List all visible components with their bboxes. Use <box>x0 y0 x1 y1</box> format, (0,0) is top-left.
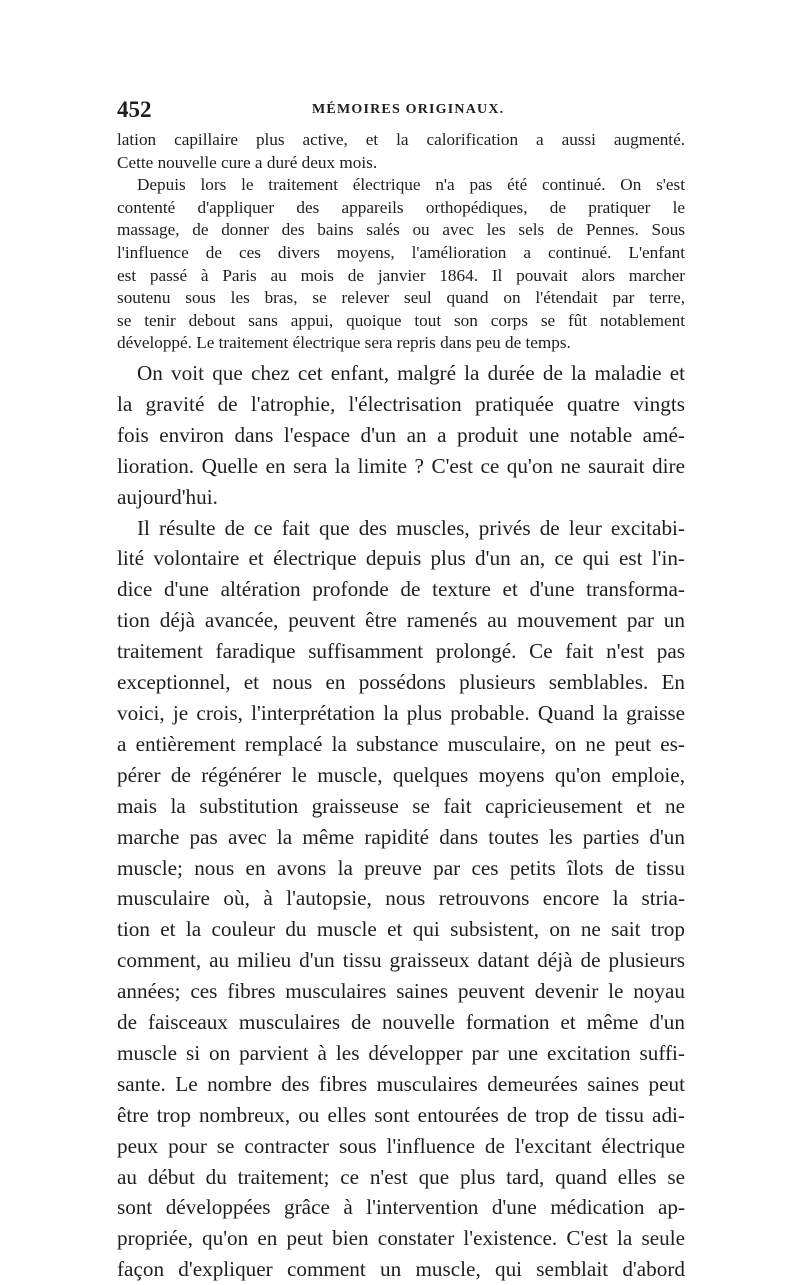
paragraph <box>117 513 685 1285</box>
text-line: comment, au milieu d'un tissu graisseux datant déjà de plusieurs <box>117 948 685 973</box>
text-line: années; ces fibres musculaires saines peuvent devenir le noyau <box>117 979 685 1004</box>
text-line: tion déjà avancée, peuvent être ramenés au mouvement par un <box>117 608 685 633</box>
commentary-text <box>117 358 685 1285</box>
text-line: sante. Le nombre des fibres musculaires demeurées saines peut <box>117 1071 685 1096</box>
text-line: aujourd'hui. <box>117 484 218 509</box>
text-line: lioration. Quelle en sera la limite ? C'est ce qu'on ne saurait dire <box>117 453 685 478</box>
text-line: a entièrement remplacé la substance musculaire, on ne peut es- <box>117 731 685 756</box>
text-line: se tenir debout sans appui, quoique tout son corps se fût notablement <box>117 310 685 330</box>
text-line: muscle; nous en avons la preuve par ces petits îlots de tissu <box>117 855 685 880</box>
text-line: Il résulte de ce fait que des muscles, privés de leur excitabi- <box>137 515 685 540</box>
page-header <box>117 97 685 123</box>
text-line: soutenu sous les bras, se relever seul quand on l'étendait par terre, <box>117 288 685 308</box>
text-line: sont développées grâce à l'intervention d'une médication ap- <box>117 1195 685 1220</box>
paragraph <box>117 129 685 174</box>
text-line: Cette nouvelle cure a duré deux mois. <box>117 152 378 172</box>
text-line: lation capillaire plus active, et la calorification a aussi augmenté. <box>117 130 685 149</box>
text-line: mais la substitution graisseuse se fait capricieusement et ne <box>117 793 685 818</box>
text-line: contenté d'appliquer des appareils orthopédiques, de pratiquer le <box>117 197 685 217</box>
text-line: marche pas avec la même rapidité dans toutes les parties d'un <box>117 824 685 849</box>
text-line: la gravité de l'atrophie, l'électrisation pratiquée quatre vingts <box>117 391 685 416</box>
text-line: de faisceaux musculaires de nouvelle formation et même d'un <box>117 1010 685 1035</box>
page-number: 452 <box>117 97 152 122</box>
text-line: propriée, qu'on en peut bien constater l'existence. C'est la seule <box>117 1226 685 1251</box>
text-line: massage, de donner des bains salés ou avec les sels de Pennes. Sous <box>117 220 685 240</box>
paragraph <box>117 358 685 513</box>
text-line: traitement faradique suffisamment prolongé. Ce fait n'est pas <box>117 639 685 664</box>
text-line: tion et la couleur du muscle et qui subsistent, on ne sait trop <box>117 917 685 942</box>
case-report-text <box>117 129 685 355</box>
text-line: muscle si on parvient à les développer par une excitation suffi- <box>117 1040 685 1065</box>
text-line: pérer de régénérer le muscle, quelques moyens qu'on emploie, <box>117 762 685 787</box>
text-line: l'influence de ces divers moyens, l'amélioration a continué. L'enfant <box>117 242 685 262</box>
text-line: voici, je crois, l'interprétation la plus probable. Quand la graisse <box>117 700 685 725</box>
text-line: On voit que chez cet enfant, malgré la durée de la maladie et <box>137 361 685 385</box>
text-line: lité volontaire et électrique depuis plus d'un an, ce qui est l'in- <box>117 546 685 571</box>
text-line: est passé à Paris au mois de janvier 1864. Il pouvait alors marcher <box>117 265 685 285</box>
text-line: Depuis lors le traitement électrique n'a pas été continué. On s'est <box>137 175 685 195</box>
text-line: fois environ dans l'espace d'un an a produit une notable amé- <box>117 422 685 447</box>
running-title: MÉMOIRES ORIGINAUX. <box>312 102 505 117</box>
text-line: dice d'une altération profonde de texture et d'une transforma- <box>117 577 685 602</box>
text-line: musculaire où, à l'autopsie, nous retrouvons encore la stria- <box>117 886 685 911</box>
text-line: être trop nombreux, ou elles sont entourées de trop de tissu adi- <box>117 1102 685 1127</box>
paragraph <box>117 174 685 355</box>
text-line: peux pour se contracter sous l'influence de l'excitant électrique <box>117 1133 685 1158</box>
text-line: au début du traitement; ce n'est que plus tard, quand elles se <box>117 1164 685 1189</box>
text-line: façon d'expliquer comment un muscle, qui semblait d'abord <box>117 1257 685 1282</box>
text-line: exceptionnel, et nous en possédons plusieurs semblables. En <box>117 670 685 695</box>
text-line: développé. Le traitement électrique sera repris dans peu de temps. <box>117 333 571 353</box>
